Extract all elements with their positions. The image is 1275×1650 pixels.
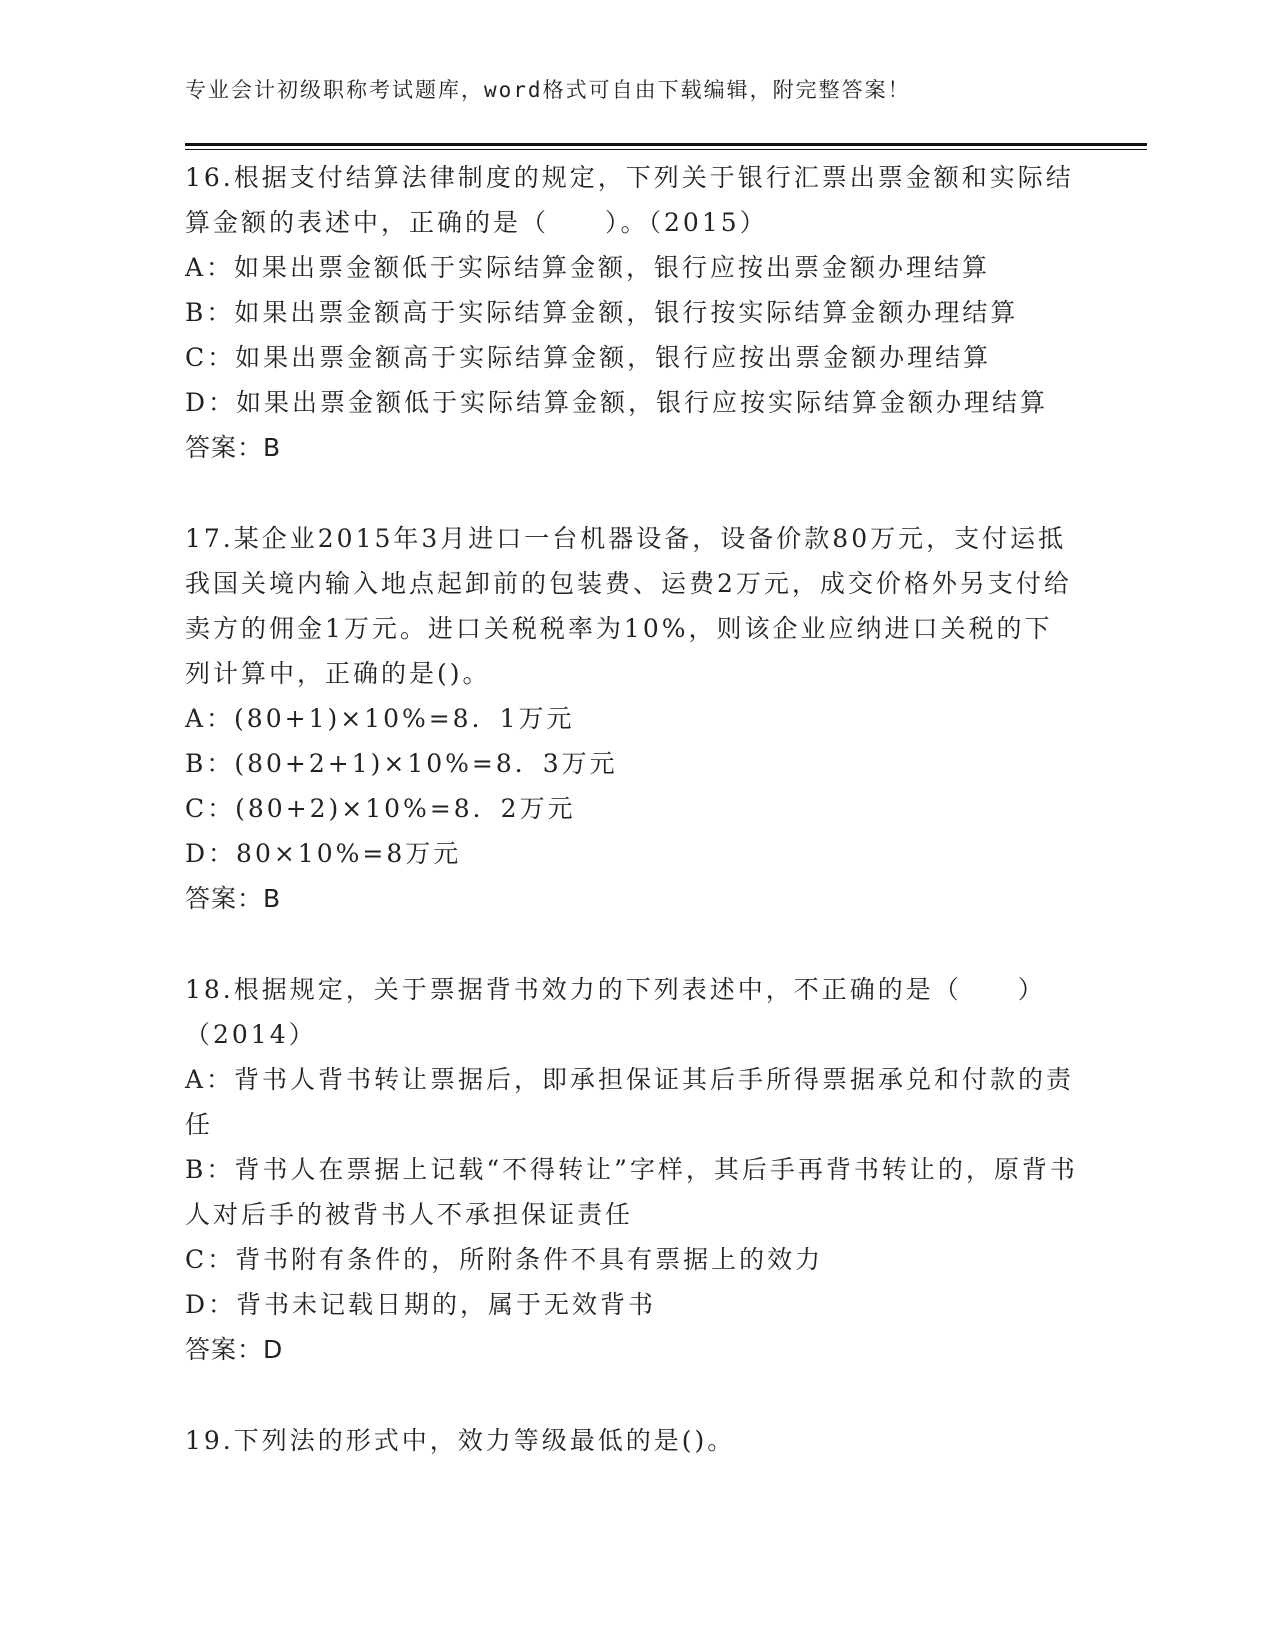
option-b: B：背书人在票据上记载“不得转让”字样，其后手再背书转让的，原背书人对后手的被背书人不承担保证责任 (185, 1155, 1078, 1229)
option-c: C：背书附有条件的，所附条件不具有票据上的效力 (185, 1245, 824, 1274)
option-c: C：(80+2)×10%=8．2万元 (185, 794, 576, 823)
question-stem: 18.根据规定，关于票据背书效力的下列表述中，不正确的是（ ）（2014） (185, 975, 1046, 1049)
question-19 (185, 1418, 1080, 1463)
question-17 (185, 516, 1080, 921)
option-b: B：如果出票金额高于实际结算金额，银行按实际结算金额办理结算 (185, 298, 1019, 327)
option-a: A：(80+1)×10%=8．1万元 (185, 704, 575, 733)
answer: 答案：B (185, 433, 282, 462)
question-stem: 16.根据支付结算法律制度的规定，下列关于银行汇票出票金额和实际结算金额的表述中，正确的是（ ）。（2015） (185, 163, 1074, 237)
option-a: A：背书人背书转让票据后，即承担保证其后手所得票据承兑和付款的责任 (185, 1065, 1075, 1139)
question-18 (185, 967, 1080, 1372)
answer: 答案：B (185, 884, 282, 913)
header-rule-thick (185, 143, 1147, 146)
question-16 (185, 155, 1080, 470)
question-stem: 17.某企业2015年3月进口一台机器设备，设备价款80万元，支付运抵我国关境内输入地点起卸前的包装费、运费2万元，成交价格外另支付给卖方的佣金1万元。进口关税税率为10%，则该企业应纳进口关税的下列计算中，正确的是()。 (185, 524, 1072, 688)
option-a: A：如果出票金额低于实际结算金额，银行应按出票金额办理结算 (185, 253, 991, 282)
question-list (185, 155, 1080, 1509)
option-b: B：(80+2+1)×10%=8．3万元 (185, 749, 618, 778)
option-d: D：背书未记载日期的，属于无效背书 (185, 1290, 657, 1319)
header-rule-thin (185, 149, 1147, 150)
option-d: D：如果出票金额低于实际结算金额，银行应按实际结算金额办理结算 (185, 388, 1049, 417)
option-c: C：如果出票金额高于实际结算金额，银行应按出票金额办理结算 (185, 343, 992, 372)
page-header: 专业会计初级职称考试题库，word格式可自由下载编辑，附完整答案！ (185, 78, 911, 102)
answer: 答案：D (185, 1335, 284, 1364)
question-stem: 19.下列法的形式中，效力等级最低的是()。 (185, 1426, 736, 1455)
option-d: D：80×10%=8万元 (185, 839, 462, 868)
